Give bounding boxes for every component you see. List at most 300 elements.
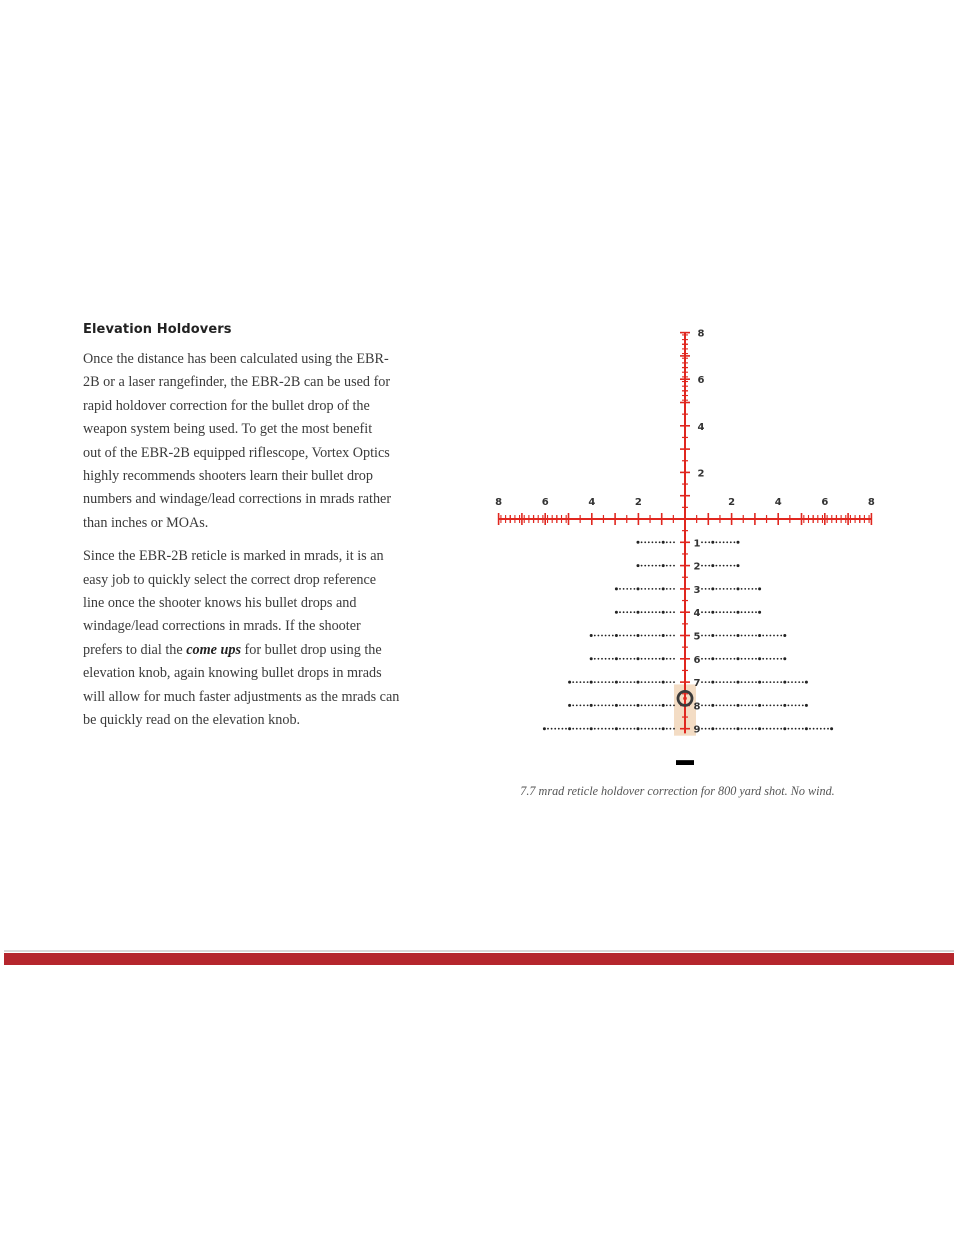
windage-dot — [637, 727, 640, 730]
windage-dot — [673, 541, 675, 543]
windage-dot — [662, 611, 665, 614]
paragraph-line: out of the EBR-2B equipped riflescope, Vortex Optics — [83, 444, 390, 461]
windage-dot — [748, 681, 750, 683]
windage-dot — [670, 728, 672, 730]
windage-dot — [626, 681, 628, 683]
windage-dot — [755, 728, 757, 730]
windage-dot — [777, 705, 779, 707]
windage-dot — [630, 705, 632, 707]
windage-dot — [605, 681, 607, 683]
drop-line-label: 8 — [693, 701, 701, 713]
windage-dot — [594, 681, 596, 683]
windage-dot — [615, 727, 618, 730]
windage-dot — [634, 681, 636, 683]
windage-dot — [723, 658, 725, 660]
windage-dot — [630, 635, 632, 637]
windage-dot — [741, 635, 743, 637]
windage-dot — [673, 681, 675, 683]
windage-dot — [655, 541, 657, 543]
windage-dot — [637, 657, 640, 660]
emphasis-come-ups: come ups — [186, 641, 241, 658]
windage-dot — [705, 705, 707, 707]
windage-dot — [641, 541, 643, 543]
windage-dot — [711, 564, 714, 567]
windage-dot — [626, 728, 628, 730]
windage-dot — [612, 658, 614, 660]
windage-dot — [741, 705, 743, 707]
windage-dot — [623, 681, 625, 683]
windage-dot — [652, 541, 654, 543]
windage-dot — [737, 704, 740, 707]
windage-dot — [734, 728, 736, 730]
windage-dot — [730, 635, 732, 637]
windage-dot — [701, 541, 703, 543]
windage-dot — [634, 658, 636, 660]
drop-line-label: 5 — [693, 631, 701, 643]
windage-dot — [726, 728, 728, 730]
windage-dot — [758, 657, 761, 660]
windage-dot — [752, 635, 754, 637]
windage-dot — [641, 611, 643, 613]
windage-dot — [594, 658, 596, 660]
windage-dot — [752, 658, 754, 660]
windage-dot — [708, 635, 710, 637]
windage-dot — [701, 658, 703, 660]
windage-dot — [748, 635, 750, 637]
windage-dot — [659, 541, 661, 543]
windage-dot — [701, 705, 703, 707]
windage-dot — [762, 658, 764, 660]
windage-dot — [780, 658, 782, 660]
windage-dot — [766, 705, 768, 707]
windage-dot — [601, 705, 603, 707]
windage-dot — [666, 588, 668, 590]
windage-dot — [730, 728, 732, 730]
windage-dot — [711, 657, 714, 660]
windage-dot — [641, 728, 643, 730]
drop-line-label: 6 — [693, 654, 701, 666]
windage-dot — [773, 728, 775, 730]
windage-dot — [802, 705, 804, 707]
windage-dot — [719, 681, 721, 683]
windage-dot — [626, 635, 628, 637]
windage-dot — [659, 658, 661, 660]
paragraph-line: easy job to quickly select the correct drop reference — [83, 571, 377, 588]
windage-dot — [612, 705, 614, 707]
windage-dot — [798, 728, 800, 730]
windage-dot — [644, 705, 646, 707]
figure-caption: 7.7 mrad reticle holdover correction for 800 yard shot. No wind. — [520, 784, 835, 798]
windage-dot — [666, 541, 668, 543]
windage-dot — [655, 705, 657, 707]
windage-dot — [605, 658, 607, 660]
windage-dot — [716, 541, 718, 543]
windage-dot — [734, 541, 736, 543]
windage-dot — [673, 611, 675, 613]
windage-dot — [755, 588, 757, 590]
windage-dot — [744, 635, 746, 637]
windage-dot — [634, 611, 636, 613]
windage-dot — [659, 728, 661, 730]
windage-dot — [666, 611, 668, 613]
hold-point-center — [683, 697, 687, 701]
windage-dot — [644, 681, 646, 683]
windage-dot — [719, 635, 721, 637]
windage-dot — [580, 705, 582, 707]
windage-dot — [608, 705, 610, 707]
windage-dot — [615, 657, 618, 660]
windage-dot — [716, 728, 718, 730]
windage-dot — [730, 565, 732, 567]
vertical-scale-label: 8 — [697, 328, 705, 340]
windage-dot — [723, 541, 725, 543]
windage-dot — [758, 727, 761, 730]
paragraph-2 — [83, 545, 413, 732]
windage-dot — [583, 705, 585, 707]
paragraph-1 — [83, 348, 413, 535]
windage-dot — [623, 728, 625, 730]
windage-dot — [594, 728, 596, 730]
windage-dot — [726, 635, 728, 637]
windage-dot — [612, 728, 614, 730]
windage-dot — [637, 634, 640, 637]
windage-dot — [648, 611, 650, 613]
windage-dot — [766, 681, 768, 683]
windage-dot — [619, 588, 621, 590]
windage-dot — [670, 658, 672, 660]
windage-dot — [752, 611, 754, 613]
windage-dot — [655, 565, 657, 567]
windage-dot — [783, 657, 786, 660]
windage-dot — [752, 681, 754, 683]
windage-dot — [711, 611, 714, 614]
windage-dot — [716, 588, 718, 590]
windage-dot — [711, 587, 714, 590]
windage-dot — [662, 727, 665, 730]
windage-dot — [744, 588, 746, 590]
windage-dot — [737, 657, 740, 660]
windage-dot — [659, 705, 661, 707]
windage-dot — [752, 728, 754, 730]
windage-dot — [734, 658, 736, 660]
windage-dot — [662, 634, 665, 637]
windage-dot — [711, 681, 714, 684]
paragraph-line: windage/lead corrections in mrads. If the shooter — [83, 618, 361, 635]
windage-dot — [670, 611, 672, 613]
windage-dot — [666, 681, 668, 683]
windage-dot — [673, 658, 675, 660]
paragraph-line: 2B or a laser rangefinder, the EBR-2B can be used for — [83, 374, 391, 391]
windage-dot — [637, 611, 640, 614]
windage-dot — [594, 705, 596, 707]
windage-dot — [673, 728, 675, 730]
windage-dot — [652, 728, 654, 730]
windage-dot — [648, 658, 650, 660]
windage-dot — [783, 681, 786, 684]
windage-dot — [608, 681, 610, 683]
windage-dot — [755, 611, 757, 613]
windage-dot — [773, 658, 775, 660]
windage-dot — [708, 611, 710, 613]
windage-dot — [758, 611, 761, 614]
windage-dot — [788, 728, 790, 730]
windage-dot — [734, 565, 736, 567]
windage-dot — [612, 635, 614, 637]
paragraph-line: be quickly read on the elevation knob. — [83, 712, 301, 729]
windage-dot — [726, 565, 728, 567]
paragraph-line: elevation knob, again knowing bullet drops in mrads — [83, 665, 382, 682]
drop-line-label: 3 — [693, 584, 701, 596]
windage-dot — [666, 658, 668, 660]
windage-dot — [770, 635, 772, 637]
windage-dot — [543, 727, 546, 730]
windage-dot — [741, 728, 743, 730]
windage-dot — [605, 728, 607, 730]
windage-dot — [802, 728, 804, 730]
windage-dot — [608, 658, 610, 660]
windage-dot — [770, 658, 772, 660]
drop-line-label: 4 — [693, 608, 701, 620]
windage-dot — [655, 588, 657, 590]
paragraph-text: prefers to dial the — [83, 641, 187, 658]
windage-dot — [648, 705, 650, 707]
windage-dot — [741, 611, 743, 613]
windage-dot — [562, 728, 564, 730]
windage-dot — [777, 681, 779, 683]
windage-dot — [748, 658, 750, 660]
paragraph-line: line once the shooter knows his bullet drops and — [83, 595, 357, 612]
windage-dot — [652, 658, 654, 660]
horizontal-scale-label: 2 — [634, 497, 642, 508]
windage-dot — [783, 634, 786, 637]
windage-dot — [655, 728, 657, 730]
windage-dot — [824, 728, 826, 730]
windage-dot — [813, 728, 815, 730]
windage-dot — [648, 588, 650, 590]
windage-dot — [744, 658, 746, 660]
windage-dot — [608, 635, 610, 637]
windage-dot — [827, 728, 829, 730]
windage-dot — [554, 728, 556, 730]
windage-dot — [723, 635, 725, 637]
windage-dot — [762, 681, 764, 683]
windage-dot — [623, 635, 625, 637]
windage-dot — [666, 705, 668, 707]
windage-dot — [734, 588, 736, 590]
windage-dot — [758, 634, 761, 637]
windage-dot — [659, 588, 661, 590]
windage-dot — [641, 565, 643, 567]
horizontal-scale-label: 4 — [774, 497, 782, 508]
windage-dot — [748, 705, 750, 707]
paragraph-line — [83, 639, 413, 662]
windage-dot — [601, 728, 603, 730]
windage-dot — [644, 635, 646, 637]
windage-dot — [783, 704, 786, 707]
windage-dot — [637, 704, 640, 707]
windage-dot — [619, 611, 621, 613]
windage-dot — [587, 705, 589, 707]
windage-dot — [601, 635, 603, 637]
windage-dot — [726, 658, 728, 660]
windage-dot — [723, 681, 725, 683]
windage-dot — [708, 681, 710, 683]
windage-dot — [734, 611, 736, 613]
windage-dot — [795, 728, 797, 730]
windage-dot — [619, 728, 621, 730]
windage-dot — [730, 588, 732, 590]
windage-dot — [773, 635, 775, 637]
windage-dot — [758, 681, 761, 684]
windage-dot — [777, 658, 779, 660]
windage-dot — [576, 705, 578, 707]
windage-dot — [773, 681, 775, 683]
drop-line-label: 2 — [693, 561, 701, 573]
paragraph-line: Once the distance has been calculated using the EBR- — [83, 351, 389, 367]
windage-dot — [652, 681, 654, 683]
windage-dot — [705, 728, 707, 730]
paragraph-line: rapid holdover correction for the bullet drop of the — [83, 397, 370, 414]
windage-dot — [791, 728, 793, 730]
windage-dot — [737, 727, 740, 730]
windage-dot — [737, 587, 740, 590]
windage-dot — [708, 588, 710, 590]
windage-dot — [615, 681, 618, 684]
windage-dot — [734, 681, 736, 683]
windage-dot — [805, 727, 808, 730]
windage-dot — [708, 705, 710, 707]
windage-dot — [641, 635, 643, 637]
windage-dot — [795, 705, 797, 707]
windage-dot — [788, 705, 790, 707]
windage-dot — [558, 728, 560, 730]
windage-dot — [619, 635, 621, 637]
windage-dot — [711, 704, 714, 707]
windage-dot — [726, 588, 728, 590]
windage-dot — [637, 681, 640, 684]
windage-dot — [659, 611, 661, 613]
windage-dot — [612, 681, 614, 683]
windage-dot — [626, 658, 628, 660]
windage-dot — [590, 634, 593, 637]
paragraph-line: than inches or MOAs. — [83, 514, 209, 531]
windage-dot — [711, 727, 714, 730]
windage-dot — [716, 635, 718, 637]
windage-dot — [590, 681, 593, 684]
windage-dot — [673, 565, 675, 567]
windage-dot — [719, 705, 721, 707]
horizontal-scale-label: 4 — [588, 497, 596, 508]
windage-dot — [590, 704, 593, 707]
windage-dot — [708, 565, 710, 567]
windage-dot — [601, 658, 603, 660]
horizontal-scale-label: 8 — [495, 497, 503, 508]
windage-dot — [723, 728, 725, 730]
windage-dot — [637, 564, 640, 567]
windage-dot — [711, 541, 714, 544]
windage-dot — [719, 658, 721, 660]
windage-dot — [770, 681, 772, 683]
windage-dot — [719, 541, 721, 543]
windage-dot — [572, 728, 574, 730]
windage-dot — [630, 728, 632, 730]
windage-dot — [670, 635, 672, 637]
windage-dot — [662, 681, 665, 684]
windage-dot — [587, 728, 589, 730]
windage-dot — [644, 565, 646, 567]
windage-dot — [630, 588, 632, 590]
windage-dot — [619, 705, 621, 707]
windage-dot — [766, 635, 768, 637]
windage-dot — [576, 681, 578, 683]
windage-dot — [726, 541, 728, 543]
windage-dot — [716, 681, 718, 683]
windage-dot — [701, 588, 703, 590]
windage-dot — [644, 658, 646, 660]
windage-dot — [648, 541, 650, 543]
windage-dot — [705, 681, 707, 683]
windage-dot — [737, 564, 740, 567]
windage-dot — [780, 681, 782, 683]
windage-dot — [701, 681, 703, 683]
windage-dot — [641, 681, 643, 683]
windage-dot — [655, 658, 657, 660]
windage-dot — [568, 704, 571, 707]
windage-dot — [762, 705, 764, 707]
windage-dot — [666, 728, 668, 730]
windage-dot — [773, 705, 775, 707]
vertical-scale-label: 4 — [697, 421, 705, 433]
windage-dot — [802, 681, 804, 683]
windage-dot — [716, 658, 718, 660]
windage-dot — [652, 705, 654, 707]
windage-dot — [615, 704, 618, 707]
windage-dot — [670, 588, 672, 590]
windage-dot — [780, 705, 782, 707]
windage-dot — [726, 681, 728, 683]
windage-dot — [766, 658, 768, 660]
windage-dot — [652, 565, 654, 567]
footer-bar — [4, 953, 954, 965]
windage-dot — [626, 611, 628, 613]
windage-dot — [705, 541, 707, 543]
windage-dot — [662, 541, 665, 544]
windage-dot — [719, 728, 721, 730]
windage-dot — [748, 611, 750, 613]
windage-dot — [598, 728, 600, 730]
windage-dot — [673, 588, 675, 590]
windage-dot — [701, 565, 703, 567]
horizontal-scale-label: 8 — [867, 497, 875, 508]
windage-dot — [741, 681, 743, 683]
windage-dot — [777, 728, 779, 730]
windage-dot — [655, 681, 657, 683]
windage-dot — [659, 565, 661, 567]
windage-dot — [777, 635, 779, 637]
windage-dot — [791, 681, 793, 683]
windage-dot — [723, 705, 725, 707]
horizontal-scale-label: 6 — [541, 497, 549, 508]
paragraph-line: Since the EBR-2B reticle is marked in mrads, it is an — [83, 548, 384, 565]
windage-dot — [568, 727, 571, 730]
windage-dot — [662, 657, 665, 660]
windage-dot — [662, 587, 665, 590]
paragraph-line: weapon system being used. To get the most benefit — [83, 421, 373, 438]
drop-line-label: 7 — [693, 678, 701, 690]
windage-dot — [648, 635, 650, 637]
windage-dot — [590, 657, 593, 660]
windage-dot — [630, 658, 632, 660]
